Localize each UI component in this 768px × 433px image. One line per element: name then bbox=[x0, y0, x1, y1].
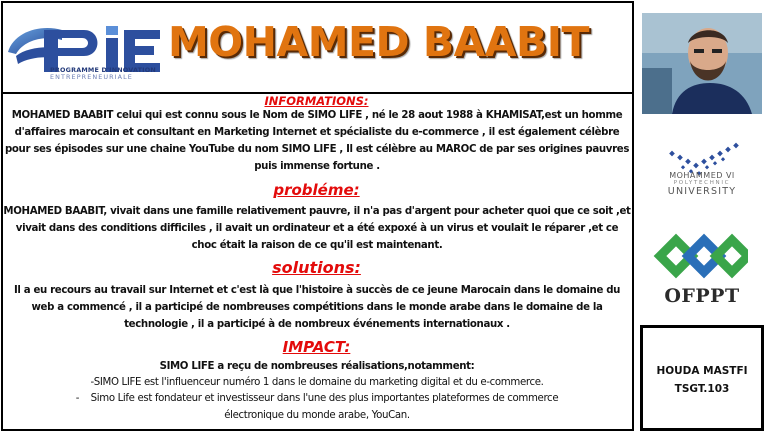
umvp-name bbox=[650, 171, 754, 197]
poster-title: MOHAMED BAABIT bbox=[168, 18, 589, 66]
impact-item-1: -SIMO LIFE est l'influenceur numéro 1 dans le domaine du marketing digital et du e-commerce. bbox=[90, 377, 544, 388]
logo-subtitle-line1: PROGRAMME D'INNOVATION bbox=[50, 66, 156, 74]
author-class: TSGT.103 bbox=[674, 383, 730, 395]
author-name: HOUDA MASTFI bbox=[656, 365, 748, 377]
impact-item-2-line1: Simo Life est fondateur et investisseur dans l'une des plus importantes plateformes de commerce bbox=[90, 393, 559, 404]
ofppt-logo-icon bbox=[652, 224, 748, 288]
section-title-impact: IMPACT: bbox=[282, 338, 351, 356]
section-title-informations: INFORMATIONS: bbox=[264, 94, 369, 108]
logo-subtitle-line2: ENTREPRENEURIALE bbox=[50, 73, 133, 81]
impact-item-2-marker: - bbox=[75, 393, 80, 404]
section-title-probleme: probléme: bbox=[273, 181, 360, 199]
section-title-solutions: solutions: bbox=[272, 258, 361, 277]
umvp-line3: UNIVERSITY bbox=[667, 186, 737, 197]
impact-item-2-line2: électronique du monde arabe, YouCan. bbox=[224, 410, 410, 421]
umvp-line2: POLYTECHNIC bbox=[673, 180, 731, 186]
sidebar bbox=[636, 0, 768, 433]
section-text-informations: MOHAMED BAABIT celui qui est connu sous le Nom de SIMO LIFE , né le 28 aout 1988 à KHAMISAT,est un homme d'affaires marocain et consultant en Marketing Internet et spécialiste du e-commerce , il est également célèbre pour ses épisodes sur une chaine YouTube du nom SIMO LIFE , Il est célèbre au MAROC de par ses origines pauvres puis immense fortune . bbox=[4, 110, 630, 172]
section-text-probleme: MOHAMED BAABIT, vivait dans une famille relativement pauvre, il n'a pas d'argent pour acheter quoi que ce soit ,et vivait dans des conditions difficiles , il avait un ordinateur et a été expoxé à un virus et voulait le réparer ,et ce choc était la raison de ce qu'il est maintenant. bbox=[3, 206, 631, 251]
portrait-photo bbox=[642, 13, 762, 114]
umvp-line1: MOHAMMED VI bbox=[669, 171, 735, 180]
ofppt-label: OFPPT bbox=[664, 285, 740, 307]
logo-subtitle bbox=[50, 67, 165, 81]
impact-intro: SIMO LIFE a reçu de nombreuses réalisations,notamment: bbox=[159, 361, 475, 372]
author-box bbox=[640, 325, 764, 431]
section-text-solutions: Il a eu recours au travail sur Internet et c'est là que l'histoire à succès de ce jeune Marocain dans le domaine du web a commencé , il a participé de nombreuses compétitions dans le monde arabe dans le domaine de la technologie , il a participé à de nombreux événements internationaux . bbox=[13, 285, 621, 330]
impact-item-2 bbox=[3, 390, 631, 407]
